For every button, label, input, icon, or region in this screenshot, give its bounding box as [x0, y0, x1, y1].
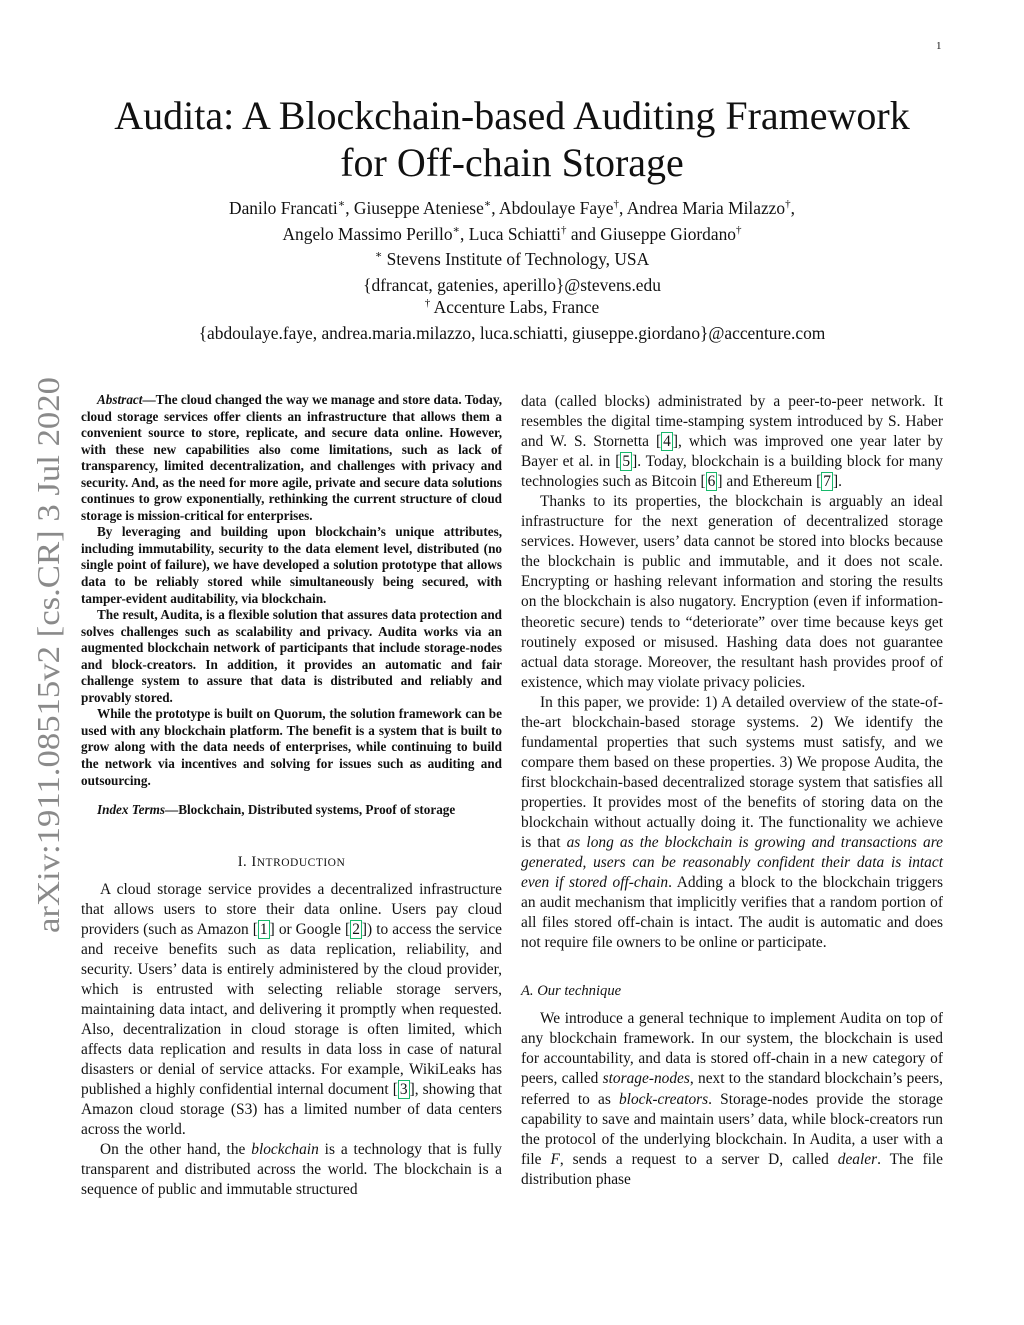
text-run: In this paper, we provide: 1) A detailed overview of the state-of-the-art blockchain-based storage systems. 2) We identify the fundamental properties that such systems must satisfy, and we compare them based on these properties. 3) We propose Audita, the first blockchain-based decentralized storage system that satisfies all properties. It provides most of the benefits of storing data on the blockchain without actually doing it. The functionality we achieve is that [521, 693, 943, 852]
emphasis: block-creators [618, 1090, 709, 1108]
email-1: {dfrancat, gatenies, aperillo}@stevens.edu [363, 274, 661, 295]
body-paragraph [81, 1140, 502, 1200]
section-title-initial: I [251, 853, 257, 870]
affil-mark: † [424, 297, 431, 310]
body-paragraph: A cloud storage service provides a decentralized infrastructure that allows users to store their data online. Users pay cloud providers (such as Amazon [ 1 ] or Google [ 2 ]) to access the service and receive benefits such as data replication, reliability, and security. Users’ data is entirely administered by the cloud provider, which is entrusted with selecting reliable storage servers, maintaining data intact, and delivering it promptly when requested. Also, decentralization in cloud storage is often limited, which affects data replication and results in data loss in case of natural disasters or denial of service attacks. For example, WikiLeaks has published a highly confidential internal document [ 3 ], showing that Amazon cloud storage (S3) has a limited number of data centers across the world. [81, 880, 503, 1139]
body-paragraph: data (called blocks) administrated by a peer-to-peer network. It resembles the digital time-stamping system introduced by S. Haber and W. S. Stornetta [ 4 ], which was improved one year later by Bayer et al. in [ 5 ]. Today, blockchain is a building block for many technologies such as Bitcoin [ 6 ] and Ethereum [ 7 ]. [521, 393, 943, 491]
author-name: , Luca Schiatti [460, 223, 561, 244]
author-name: Danilo Francati [229, 198, 338, 218]
text-run: . The file distribution phase [521, 1150, 944, 1188]
text-run: . Storage-nodes provide the storage capability to save and maintain users’ data, while block-creators run the protocol of the underlying blockchain. In Audita, a user with a file [521, 1090, 943, 1168]
emphasis: storage-nodes [602, 1070, 690, 1088]
right-body [521, 392, 943, 1190]
text-run: , next to the standard blockchain’s peers, referred to as [521, 1070, 943, 1108]
text-run: , sends a request to a server D, called [559, 1150, 838, 1168]
text-run: data (called blocks) administrated by a peer-to-peer network. It resembles the digital time-stamping system introduced by S. Haber and W. S. Stornetta [521, 393, 943, 451]
citation-link[interactable]: 7 [823, 473, 831, 491]
affil-mark: ∗ [452, 223, 461, 236]
emphasis: dealer [837, 1150, 878, 1168]
text-run: ) to access the service and receive benefits such as data replication, reliability, and security. Users’ data is entirely administered by the cloud provider, which is entrusted with selecting reliable storage servers, maintaining data intact, and delivering it promptly when requested. Also, decentralization in cloud storage is often limited, which affects data replication and results in data loss in case of natural disasters or denial of service attacks. For example, WikiLeaks has published a highly confidential internal document [81, 920, 503, 1099]
section-title-rest: NTRODUCTION [256, 856, 346, 869]
affiliation-1 [60, 248, 964, 274]
section-heading-introduction [81, 854, 502, 871]
title-line-2: for Off-chain Storage [340, 140, 684, 185]
abstract-paragraph: The result, Audita, is a flexible solution that assures data protection and solves challenges such as scalability and privacy. Audita works via an augmented blockchain network of participants that include storage-nodes and block-creators. In addition, it provides an automatic and fair challenge system to assure that data is distributed and reliably and provably stored. [81, 607, 502, 705]
arxiv-stamp [21, 375, 69, 935]
abstract [81, 392, 502, 789]
affiliation-text: Accenture Labs, France [430, 297, 600, 318]
citation-link[interactable]: 5 [622, 453, 631, 471]
author-name: , Abdoulaye Faye [491, 198, 614, 218]
affil-mark: ∗ [374, 249, 383, 262]
index-terms-lead: Index Terms [97, 802, 166, 818]
text-run: We introduce a general technique to implement Audita on top of any blockchain framework. In our system, the blockchain is used for accountability, and data is stored off-chain in a new category of peers, called [521, 1010, 943, 1088]
abstract-paragraph: While the prototype is built on Quorum, the solution framework can be used with any blockchain platform. The benefit is a system that is built to grow along with the data needs of enterprises, while continuing to build the network via incentives and solving for issues such as auditing and outsourcing. [81, 706, 502, 788]
emphasis: as long as the blockchain is growing and transactions are generated, users can be reasonably confident their data is intact even if stored off-chain [521, 834, 943, 892]
arxiv-stamp-text: arXiv:1911.08515v2 [cs.CR] 3 Jul 2020 [31, 428, 66, 933]
affil-mark: † [785, 198, 791, 210]
left-column [81, 392, 502, 1200]
author-separator: , [790, 198, 795, 218]
author-name: , Giuseppe Ateniese [345, 198, 484, 218]
text-run: and Ethereum [722, 473, 817, 491]
author-line-2 [60, 223, 964, 249]
text-run: is a technology that is fully transparent and distributed across the world. The blockchain is a sequence of public and immutable structured [81, 1141, 503, 1199]
text-run: . [838, 473, 842, 491]
author-line-1 [60, 197, 964, 223]
body-paragraph: Thanks to its properties, the blockchain is arguably an ideal infrastructure for the next generation of decentralized storage services. However, users’ data cannot be stored into blocks because the blockchain is public and immutable, and it does not scale. Encrypting or hashing relevant information and storing the results on the blockchain is also nugatory. Encryption (even if information-theoretic secure) tends to “deteriorate” over time because keys get routinely exposed or misused. Hashing data does not guarantee actual data storage. Moreover, the resultant hash provides proof of existence, which may violate privacy policies. [521, 493, 943, 691]
citation-link[interactable]: 1 [259, 920, 268, 938]
affil-mark: † [560, 223, 567, 236]
text-run: . Adding a block to the blockchain triggers an audit mechanism that implicitly verifies that a random portion of all files stored off-chain is intact. The audit is automatic and does not require file owners to be online or participate. [521, 874, 943, 952]
author-name: Angelo Massimo Perillo [282, 223, 453, 244]
citation-link[interactable]: 3 [399, 1081, 408, 1099]
emphasis: blockchain [251, 1141, 319, 1159]
title-line-1: Audita: A Blockchain-based Auditing Framework [114, 93, 910, 138]
text-run: A cloud storage service provides a decentralized infrastructure that allows users to store their data online. Users pay cloud providers (such as Amazon [81, 880, 502, 938]
affil-mark: † [613, 198, 619, 210]
abstract-text: —The cloud changed the way we manage and store data. Today, cloud storage services offer clients an infrastructure that allows them a convenient source to store, replicate, and secure data online. However, with these new capabilities also come limitations, such as lack of transparency, limited decentralization, and challenges with privacy and security. And, as the need for more agile, private and secure data solutions continues to grow exponentially, rethinking the current structure of cloud storage is mission-critical for enterprises. [81, 392, 502, 523]
abstract-lead: Abstract [97, 392, 143, 407]
page-number: 1 [936, 40, 942, 52]
text-run: , which was improved one year later by Bayer et al. in [521, 433, 943, 471]
text-run: or Google [274, 920, 346, 938]
text-run: , showing that Amazon cloud storage (S3) has a limited number of data centers across the world. [81, 1081, 502, 1139]
introduction-body [81, 880, 502, 1201]
citation-link[interactable]: 4 [663, 433, 671, 451]
affil-mark: ∗ [337, 198, 346, 210]
paper-title [60, 92, 964, 186]
section-number: I. [237, 853, 252, 870]
text-run: On the other hand, the [100, 1141, 252, 1159]
affil-mark: † [736, 223, 742, 236]
subsection-heading-our-technique: A. Our technique [521, 983, 622, 1000]
index-terms [81, 802, 502, 819]
author-name: , Andrea Maria Milazzo [618, 198, 786, 218]
index-terms-text: —Blockchain, Distributed systems, Proof of storage [165, 802, 456, 818]
email-2: {abdoulaye.faye, andrea.maria.milazzo, luca.schiatti, giuseppe.giordano}@accenture.com [198, 322, 826, 343]
affiliation-2 [60, 296, 964, 322]
abstract-paragraph: By leveraging and building upon blockchain’s unique attributes, including immutability, security to the data element level, distributed (no single point of failure), we have developed a solution prototype that allows data to be reliably stored while simultaneously being secured, with tamper-evident auditability, via blockchain. [81, 524, 502, 606]
math-variable: F [550, 1150, 560, 1168]
author-name: and Giuseppe Giordano [566, 223, 736, 244]
abstract-paragraph [81, 392, 502, 524]
affiliation-text: Stevens Institute of Technology, USA [382, 249, 650, 270]
citation-link[interactable]: 6 [707, 473, 716, 491]
affil-mark: ∗ [483, 198, 492, 210]
citation-link[interactable]: 2 [352, 920, 360, 938]
right-column [521, 392, 943, 1190]
author-block [60, 197, 964, 345]
text-run: . Today, blockchain is a building block for many technologies such as Bitcoin [521, 453, 943, 491]
body-paragraph [521, 1009, 943, 1189]
body-paragraph [521, 693, 943, 954]
